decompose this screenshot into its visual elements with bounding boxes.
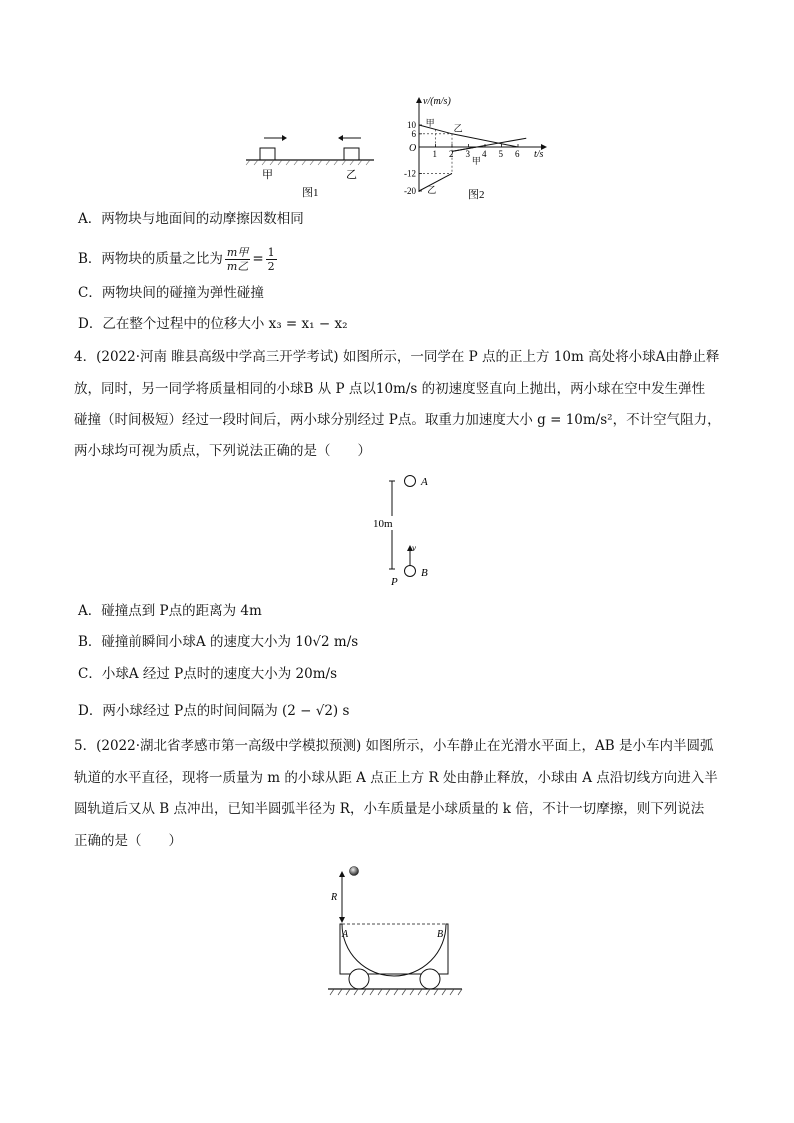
y-axis-label: v/(m/s) [423,96,451,107]
label-v: v [412,543,416,553]
q4-option-b[interactable]: B．碰撞前瞬间小球A 的速度大小为 10√2 m/s [78,634,359,650]
x-tick-label: 2 [449,149,454,159]
label-jia: 甲 [262,169,273,181]
frac-denominator: m乙 [226,260,249,273]
ratio-value-fraction [266,246,277,273]
q4-option-a[interactable]: A．碰撞点到 P点的距离为 4m [78,603,262,619]
label-a: A [421,476,428,488]
cart-body [340,924,448,976]
drop-arrow-top [339,871,345,877]
x-tick-label: 5 [498,149,503,159]
q5-text-line-3: 圆轨道后又从 B 点冲出，已知半圆弧半径为 R，小车质量是小球质量的 k 倍，不计一切摩擦，则下列说法 [74,801,705,817]
series-line-after-2 [452,147,477,151]
label-b: B [421,567,428,579]
figure-2 [392,94,562,204]
height-label: 10m [373,518,393,530]
figure-2-caption: 图2 [468,189,485,201]
q5-text-line-2: 轨道的水平直径，现将一质量为 m 的小球从距 A 点正上方 R 处由静止释放，小球由 A 点沿切线方向进入半 [74,770,718,786]
block-yi [344,148,359,160]
q3-option-c[interactable]: C．两物块间的碰撞为弹性碰撞 [78,285,264,301]
q4-text-line-2: 放，同时，另一同学将质量相同的小球B 从 P 点以10m/s 的初速度竖直向上抛出，两小球在空中发生弹性 [74,381,706,397]
y-tick-label: -20 [404,186,416,196]
label-p: P [391,576,398,588]
x-tick-label: 3 [465,149,470,159]
ground-hatch [246,160,370,165]
figure-1-caption: 图1 [302,187,319,199]
x-tick-label: 1 [432,149,437,159]
figure-1 [240,128,380,203]
drop-arrow-bottom [339,917,345,923]
q4-option-c[interactable]: C．小球A 经过 P点时的速度大小为 20m/s [78,666,337,682]
q5-text-line-4: 正确的是（ ） [74,833,182,849]
q3-option-a[interactable]: A．两物块与地面间的动摩擦因数相同 [78,211,304,227]
label-b: B [437,929,444,940]
q4-text-line-3: 碰撞（时间极短）经过一段时间后，两小球分别经过 P点。取重力加速度大小 g = 10m/s²，不计空气阻力， [74,412,721,428]
q3-option-d[interactable]: D．乙在整个过程中的位移大小 x₃ = x₁ − x₂ [78,316,348,332]
line-label: 甲 [425,118,435,128]
x-tick-label: 4 [482,149,487,159]
y-axis-arrow [416,97,422,103]
q5-figure [322,862,472,1002]
line-label: 甲 [471,156,481,166]
ball [350,867,359,876]
equals: = [252,251,264,267]
value-numerator: 1 [267,246,275,259]
series-line-jia [419,125,518,147]
q3-option-b[interactable] [78,246,279,273]
y-tick-label: 6 [411,128,416,139]
ground-hatch [330,989,462,995]
x-axis-label: t/s [534,149,544,160]
y-tick-label: -12 [404,168,416,179]
origin-label: O [409,143,417,154]
y-tick-label: 10 [407,120,416,130]
q4-option-d[interactable]: D．两小球经过 P点的时间间隔为 (2 − √2) s [78,703,350,719]
value-denominator: 2 [267,260,275,273]
label-a: A [342,929,349,940]
q4-text-line-4: 两小球均可视为质点，下列说法正确的是（ ） [74,443,371,459]
ball-b [405,566,416,577]
arrow-right-head [282,135,287,141]
q4-figure [355,470,445,592]
ball-a [405,476,416,487]
wheel-left [349,969,369,989]
wheel-right [420,969,440,989]
mass-ratio-fraction [225,246,250,273]
line-label: 乙 [427,185,437,195]
line-label: 乙 [453,123,463,134]
block-jia [260,148,275,160]
q3-option-b-prefix: B．两物块的质量之比为 [78,251,223,267]
q4-text-line-1: 4．(2022·河南 睢县高级中学高三开学考试) 如图所示，一同学在 P 点的正上方 10m 高处将小球A由静止释 [74,349,720,365]
arrow-left-head [338,135,343,141]
label-yi: 乙 [346,169,357,181]
q5-text-line-1: 5．(2022·湖北省孝感市第一高级中学模拟预测) 如图所示，小车静止在光滑水平面上，AB 是小车内半圆弧 [74,738,714,754]
label-r: R [331,892,338,903]
x-tick-label: 6 [515,149,520,159]
frac-numerator: m甲 [226,246,249,259]
